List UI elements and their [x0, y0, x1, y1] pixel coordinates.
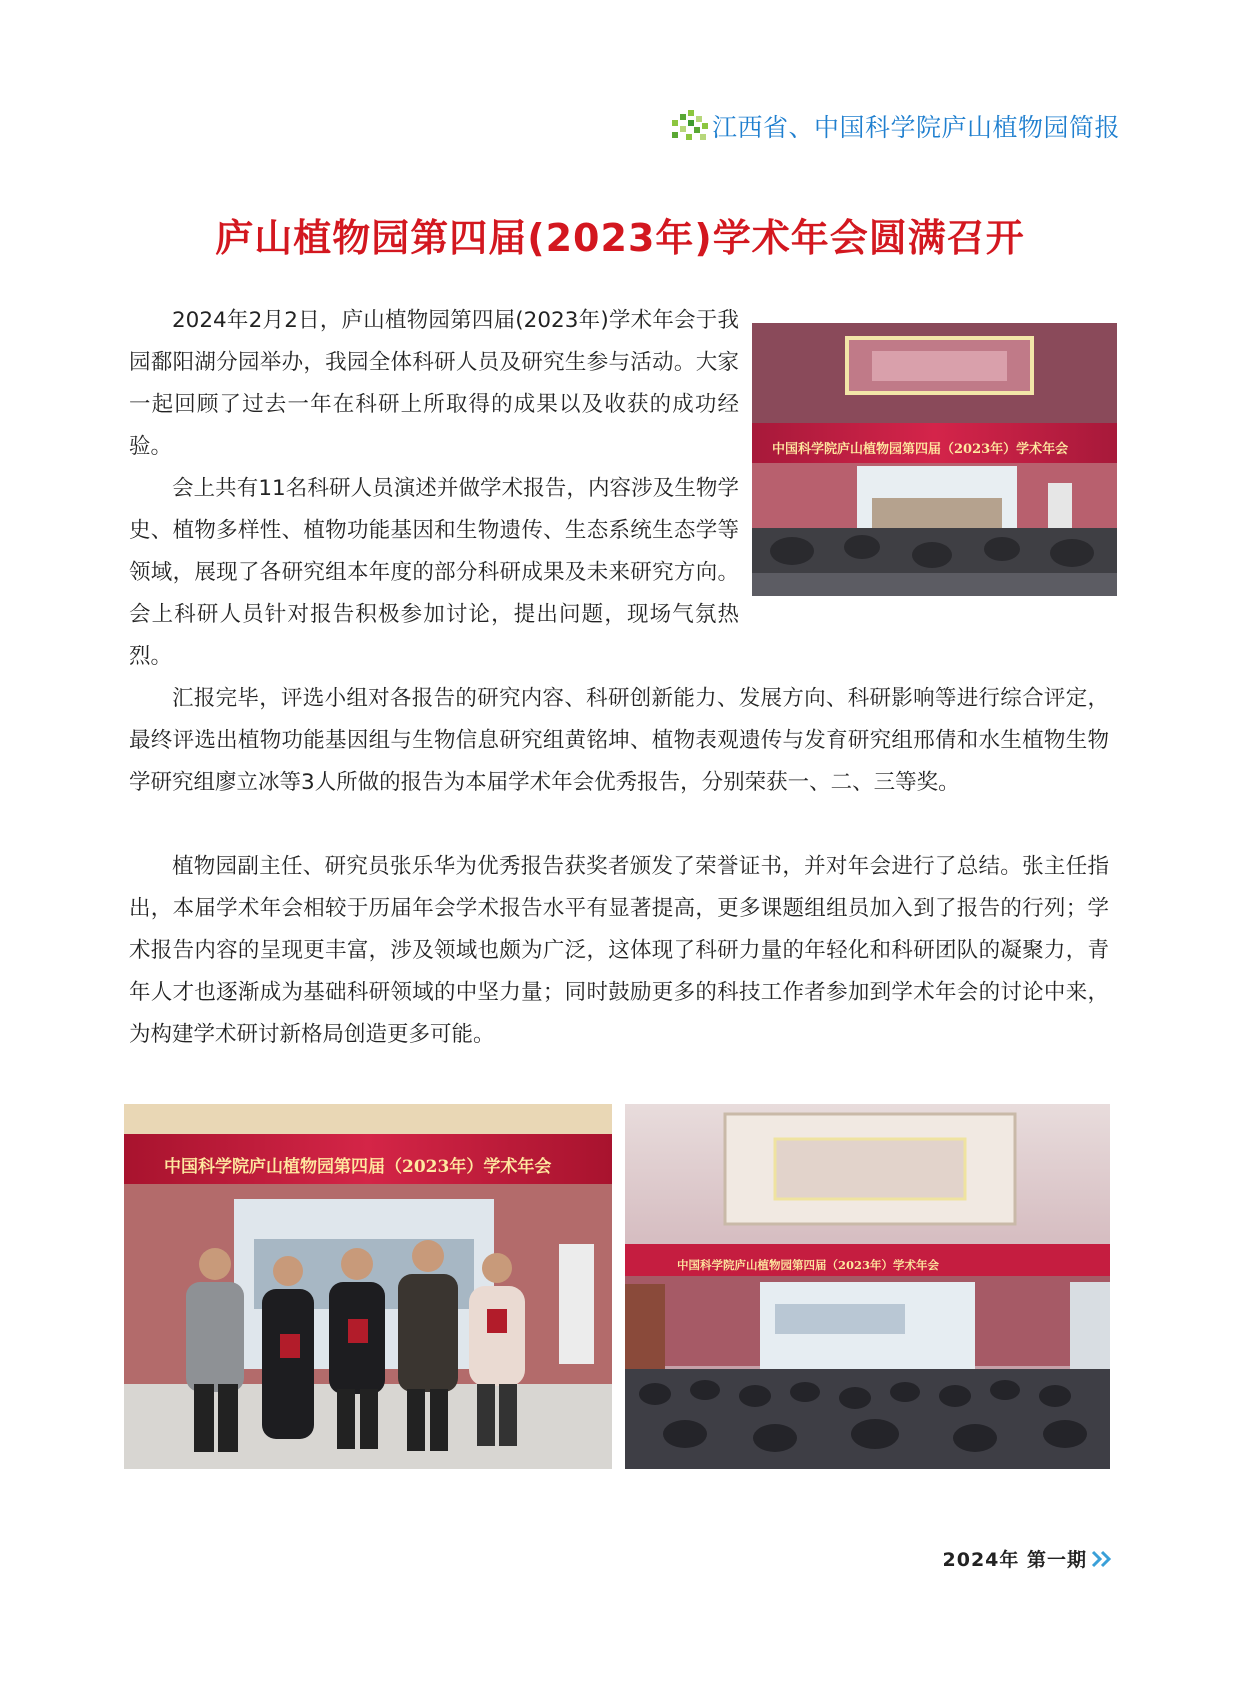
- photo-banner-text: 中国科学院庐山植物园第四届（2023年）学术年会: [772, 442, 1069, 457]
- article-title: 庐山植物园第四届(2023年)学术年会圆满召开: [215, 216, 1025, 260]
- double-chevron-right-icon: [1091, 1550, 1113, 1568]
- article-paragraph-3: 汇报完毕，评选小组对各报告的研究内容、科研创新能力、发展方向、科研影响等进行综合评定，最终评选出植物功能基因组与生物信息研究组黄铭坤、植物表观遗传与发育研究组邢倩和水生植物生物学研究组廖立冰等3人所做的报告为本届学术年会优秀报告，分别荣获一、二、三等奖。: [129, 686, 1109, 795]
- issue-label: 2024年 第一期: [942, 1549, 1087, 1571]
- article-paragraph-2: 会上共有11名科研人员演述并做学术报告，内容涉及生物学史、植物多样性、植物功能基因和生物遗传、生态系统生态学等领域，展现了各研究组本年度的部分科研成果及未来研究方向。会上科研人员针对报告积极参加讨论，提出问题，现场气氛热烈。: [129, 476, 739, 669]
- page-header: [672, 106, 1120, 146]
- publication-title: 江西省、中国科学院庐山植物园简报: [711, 113, 1120, 142]
- green-checker-icon: [672, 110, 708, 142]
- photo-banner-text: 中国科学院庐山植物园第四届（2023年）学术年会: [164, 1157, 552, 1177]
- audience-hall-photo: [625, 1104, 1110, 1469]
- photo-banner-text: 中国科学院庐山植物园第四届（2023年）学术年会: [677, 1258, 940, 1272]
- page-footer: [943, 1545, 1114, 1572]
- article-paragraph-4: 植物园副主任、研究员张乐华为优秀报告获奖者颁发了荣誉证书，并对年会进行了总结。张主任指出，本届学术年会相较于历届年会学术报告水平有显著提高，更多课题组组员加入到了报告的行列；学术报告内容的呈现更丰富，涉及领域也颇为广泛，这体现了科研力量的年轻化和科研团队的凝聚力，青年人才也逐渐成为基础科研领域的中坚力量；同时鼓励更多的科技工作者参加到学术年会的讨论中来，为构建学术研讨新格局创造更多可能。: [129, 854, 1109, 1047]
- article-paragraph-1: 2024年2月2日，庐山植物园第四届(2023年)学术年会于我园鄱阳湖分园举办，我园全体科研人员及研究生参与活动。大家一起回顾了过去一年在科研上所取得的成果以及收获的成功经验。: [129, 308, 739, 459]
- conference-hall-photo: [752, 323, 1117, 596]
- award-group-photo: [124, 1104, 612, 1469]
